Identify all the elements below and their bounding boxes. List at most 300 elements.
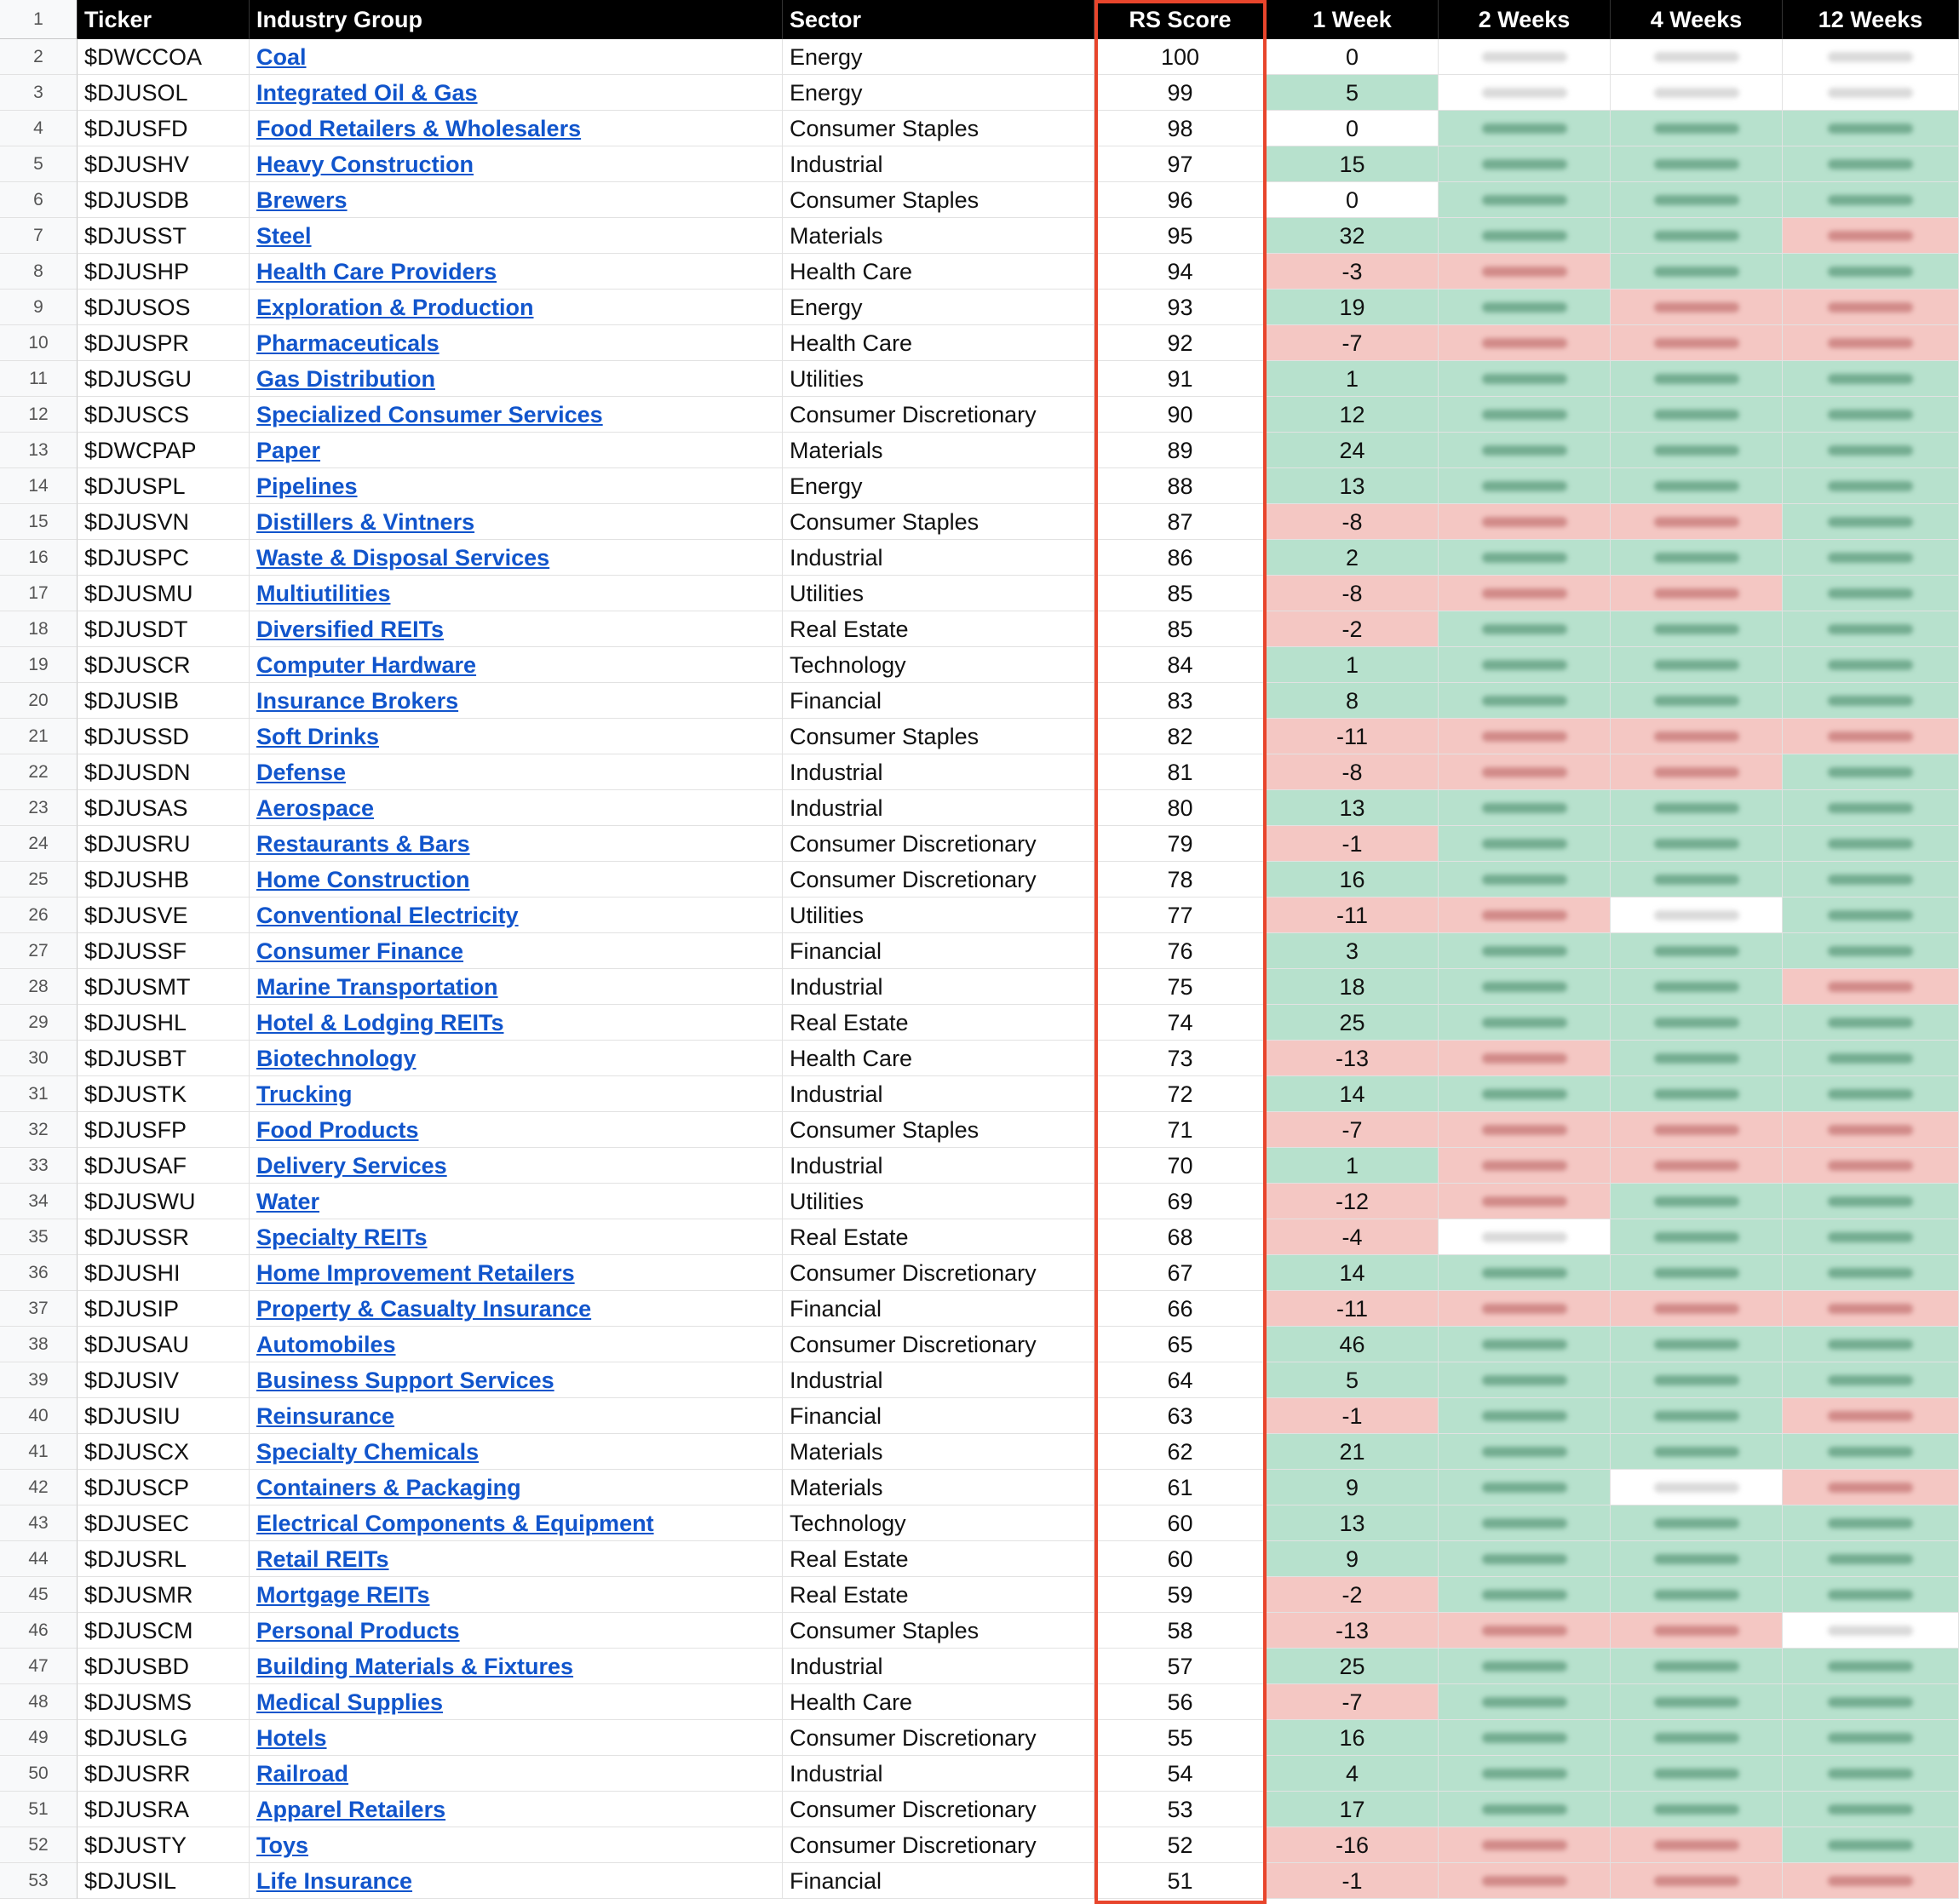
sector-cell[interactable]: Materials (783, 1470, 1094, 1505)
week1-change-cell[interactable]: -1 (1267, 826, 1439, 862)
sector-cell[interactable]: Industrial (783, 790, 1094, 826)
industry-group-link[interactable]: Specialty Chemicals (256, 1439, 480, 1465)
week4-change-cell[interactable] (1611, 647, 1783, 683)
week2-change-cell[interactable] (1439, 683, 1611, 719)
row-number[interactable]: 7 (0, 218, 78, 254)
industry-group-link[interactable]: Railroad (256, 1761, 349, 1786)
column-header-ticker[interactable]: Ticker (78, 0, 250, 39)
industry-group-link[interactable]: Automobiles (256, 1332, 396, 1357)
ticker-cell[interactable]: $DJUSIB (78, 683, 250, 719)
row-number[interactable]: 33 (0, 1148, 78, 1184)
week4-change-cell[interactable] (1611, 790, 1783, 826)
ticker-cell[interactable]: $DWCPAP (78, 433, 250, 468)
rs-score-cell[interactable]: 84 (1094, 647, 1267, 683)
week1-change-cell[interactable]: -12 (1267, 1184, 1439, 1219)
week4-change-cell[interactable] (1611, 862, 1783, 898)
ticker-cell[interactable]: $DJUSDT (78, 611, 250, 647)
week1-change-cell[interactable]: 16 (1267, 1720, 1439, 1756)
industry-group-cell[interactable] (250, 75, 783, 111)
ticker-cell[interactable]: $DJUSDB (78, 182, 250, 218)
industry-group-cell[interactable] (250, 325, 783, 361)
week1-change-cell[interactable]: 13 (1267, 1505, 1439, 1541)
ticker-cell[interactable]: $DJUSFD (78, 111, 250, 146)
rs-score-cell[interactable]: 97 (1094, 146, 1267, 182)
week4-change-cell[interactable] (1611, 75, 1783, 111)
week4-change-cell[interactable] (1611, 361, 1783, 397)
ticker-cell[interactable]: $DJUSMT (78, 969, 250, 1005)
industry-group-link[interactable]: Toys (256, 1832, 309, 1858)
week4-change-cell[interactable] (1611, 969, 1783, 1005)
industry-group-cell[interactable] (250, 1291, 783, 1327)
week2-change-cell[interactable] (1439, 39, 1611, 75)
sector-cell[interactable]: Consumer Discretionary (783, 1792, 1094, 1827)
ticker-cell[interactable]: $DJUSOS (78, 290, 250, 325)
week2-change-cell[interactable] (1439, 1362, 1611, 1398)
ticker-cell[interactable]: $DJUSAU (78, 1327, 250, 1362)
rs-score-cell[interactable]: 59 (1094, 1577, 1267, 1613)
sector-cell[interactable]: Industrial (783, 1362, 1094, 1398)
week12-change-cell[interactable] (1783, 218, 1959, 254)
row-number[interactable]: 34 (0, 1184, 78, 1219)
industry-group-cell[interactable] (250, 862, 783, 898)
sector-cell[interactable]: Industrial (783, 1148, 1094, 1184)
industry-group-link[interactable]: Home Construction (256, 867, 470, 892)
week4-change-cell[interactable] (1611, 1756, 1783, 1792)
week1-change-cell[interactable]: -11 (1267, 719, 1439, 754)
rs-score-cell[interactable]: 60 (1094, 1541, 1267, 1577)
row-number[interactable]: 9 (0, 290, 78, 325)
row-number[interactable]: 51 (0, 1792, 78, 1827)
row-number[interactable]: 40 (0, 1398, 78, 1434)
rs-score-cell[interactable]: 86 (1094, 540, 1267, 576)
week12-change-cell[interactable] (1783, 254, 1959, 290)
sector-cell[interactable]: Energy (783, 468, 1094, 504)
industry-group-cell[interactable] (250, 1434, 783, 1470)
industry-group-cell[interactable] (250, 1792, 783, 1827)
industry-group-link[interactable]: Health Care Providers (256, 259, 497, 284)
industry-group-cell[interactable] (250, 933, 783, 969)
industry-group-link[interactable]: Pharmaceuticals (256, 330, 439, 356)
week1-change-cell[interactable]: 14 (1267, 1255, 1439, 1291)
sector-cell[interactable]: Consumer Discretionary (783, 1720, 1094, 1756)
week2-change-cell[interactable] (1439, 1470, 1611, 1505)
ticker-cell[interactable]: $DJUSSF (78, 933, 250, 969)
industry-group-link[interactable]: Steel (256, 223, 312, 249)
week1-change-cell[interactable]: 16 (1267, 862, 1439, 898)
week2-change-cell[interactable] (1439, 933, 1611, 969)
industry-group-link[interactable]: Exploration & Production (256, 295, 534, 320)
week12-change-cell[interactable] (1783, 325, 1959, 361)
row-number[interactable]: 2 (0, 39, 78, 75)
row-number[interactable]: 27 (0, 933, 78, 969)
industry-group-cell[interactable] (250, 218, 783, 254)
industry-group-cell[interactable] (250, 1398, 783, 1434)
week1-change-cell[interactable]: 32 (1267, 218, 1439, 254)
week1-change-cell[interactable]: 1 (1267, 647, 1439, 683)
week2-change-cell[interactable] (1439, 1219, 1611, 1255)
industry-group-link[interactable]: Computer Hardware (256, 652, 477, 678)
row-number[interactable]: 10 (0, 325, 78, 361)
row-number[interactable]: 49 (0, 1720, 78, 1756)
week4-change-cell[interactable] (1611, 1112, 1783, 1148)
week2-change-cell[interactable] (1439, 826, 1611, 862)
week1-change-cell[interactable]: 4 (1267, 1756, 1439, 1792)
sector-cell[interactable]: Consumer Staples (783, 182, 1094, 218)
week2-change-cell[interactable] (1439, 1255, 1611, 1291)
industry-group-cell[interactable] (250, 1470, 783, 1505)
week12-change-cell[interactable] (1783, 1827, 1959, 1863)
rs-score-cell[interactable]: 62 (1094, 1434, 1267, 1470)
row-number[interactable]: 23 (0, 790, 78, 826)
rs-score-cell[interactable]: 87 (1094, 504, 1267, 540)
row-number[interactable]: 43 (0, 1505, 78, 1541)
row-number[interactable]: 26 (0, 898, 78, 933)
industry-group-cell[interactable] (250, 790, 783, 826)
rs-score-cell[interactable]: 94 (1094, 254, 1267, 290)
week2-change-cell[interactable] (1439, 146, 1611, 182)
sector-cell[interactable]: Technology (783, 1505, 1094, 1541)
row-number[interactable]: 37 (0, 1291, 78, 1327)
week12-change-cell[interactable] (1783, 1684, 1959, 1720)
industry-group-link[interactable]: Soft Drinks (256, 724, 380, 749)
sector-cell[interactable]: Industrial (783, 146, 1094, 182)
week4-change-cell[interactable] (1611, 1434, 1783, 1470)
week12-change-cell[interactable] (1783, 1541, 1959, 1577)
week12-change-cell[interactable] (1783, 1792, 1959, 1827)
ticker-cell[interactable]: $DJUSTY (78, 1827, 250, 1863)
week2-change-cell[interactable] (1439, 397, 1611, 433)
week1-change-cell[interactable]: -2 (1267, 1577, 1439, 1613)
week2-change-cell[interactable] (1439, 254, 1611, 290)
week4-change-cell[interactable] (1611, 1613, 1783, 1649)
industry-group-cell[interactable] (250, 290, 783, 325)
week1-change-cell[interactable]: 1 (1267, 1148, 1439, 1184)
week4-change-cell[interactable] (1611, 1291, 1783, 1327)
industry-group-link[interactable]: Food Retailers & Wholesalers (256, 116, 582, 141)
ticker-cell[interactable]: $DJUSIV (78, 1362, 250, 1398)
row-number[interactable]: 15 (0, 504, 78, 540)
week4-change-cell[interactable] (1611, 1720, 1783, 1756)
week4-change-cell[interactable] (1611, 218, 1783, 254)
week4-change-cell[interactable] (1611, 1219, 1783, 1255)
week2-change-cell[interactable] (1439, 325, 1611, 361)
sector-cell[interactable]: Consumer Discretionary (783, 862, 1094, 898)
week1-change-cell[interactable]: 8 (1267, 683, 1439, 719)
week12-change-cell[interactable] (1783, 1327, 1959, 1362)
row-number[interactable]: 24 (0, 826, 78, 862)
industry-group-cell[interactable] (250, 1541, 783, 1577)
week12-change-cell[interactable] (1783, 397, 1959, 433)
row-number[interactable]: 48 (0, 1684, 78, 1720)
industry-group-cell[interactable] (250, 361, 783, 397)
industry-group-cell[interactable] (250, 504, 783, 540)
week4-change-cell[interactable] (1611, 933, 1783, 969)
ticker-cell[interactable]: $DJUSHI (78, 1255, 250, 1291)
industry-group-cell[interactable] (250, 1041, 783, 1076)
week4-change-cell[interactable] (1611, 1005, 1783, 1041)
industry-group-cell[interactable] (250, 647, 783, 683)
industry-group-cell[interactable] (250, 111, 783, 146)
sector-cell[interactable]: Industrial (783, 1649, 1094, 1684)
row-number[interactable]: 5 (0, 146, 78, 182)
week4-change-cell[interactable] (1611, 683, 1783, 719)
week1-change-cell[interactable]: -1 (1267, 1398, 1439, 1434)
week1-change-cell[interactable]: 18 (1267, 969, 1439, 1005)
ticker-cell[interactable]: $DJUSCM (78, 1613, 250, 1649)
week12-change-cell[interactable] (1783, 468, 1959, 504)
ticker-cell[interactable]: $DJUSAS (78, 790, 250, 826)
industry-group-link[interactable]: Diversified REITs (256, 617, 445, 642)
sector-cell[interactable]: Industrial (783, 540, 1094, 576)
industry-group-link[interactable]: Medical Supplies (256, 1689, 444, 1715)
week1-change-cell[interactable]: 14 (1267, 1076, 1439, 1112)
ticker-cell[interactable]: $DJUSHP (78, 254, 250, 290)
week4-change-cell[interactable] (1611, 1148, 1783, 1184)
ticker-cell[interactable]: $DJUSMR (78, 1577, 250, 1613)
week12-change-cell[interactable] (1783, 1863, 1959, 1899)
rs-score-cell[interactable]: 83 (1094, 683, 1267, 719)
row-number[interactable]: 4 (0, 111, 78, 146)
rs-score-cell[interactable]: 82 (1094, 719, 1267, 754)
column-header-rs-score[interactable]: RS Score (1094, 0, 1267, 39)
week1-change-cell[interactable]: 9 (1267, 1470, 1439, 1505)
rs-score-cell[interactable]: 81 (1094, 754, 1267, 790)
week2-change-cell[interactable] (1439, 182, 1611, 218)
industry-group-link[interactable]: Retail REITs (256, 1546, 389, 1572)
sector-cell[interactable]: Financial (783, 1398, 1094, 1434)
sector-cell[interactable]: Health Care (783, 1041, 1094, 1076)
week12-change-cell[interactable] (1783, 862, 1959, 898)
industry-group-cell[interactable] (250, 1684, 783, 1720)
week1-change-cell[interactable]: 19 (1267, 290, 1439, 325)
week4-change-cell[interactable] (1611, 111, 1783, 146)
industry-group-link[interactable]: Waste & Disposal Services (256, 545, 550, 571)
week4-change-cell[interactable] (1611, 433, 1783, 468)
column-header-12-weeks[interactable]: 12 Weeks (1783, 0, 1959, 39)
industry-group-link[interactable]: Apparel Retailers (256, 1797, 446, 1822)
week12-change-cell[interactable] (1783, 576, 1959, 611)
week4-change-cell[interactable] (1611, 290, 1783, 325)
rs-score-cell[interactable]: 85 (1094, 611, 1267, 647)
week2-change-cell[interactable] (1439, 504, 1611, 540)
rs-score-cell[interactable]: 57 (1094, 1649, 1267, 1684)
column-header-2-weeks[interactable]: 2 Weeks (1439, 0, 1611, 39)
ticker-cell[interactable]: $DJUSHB (78, 862, 250, 898)
ticker-cell[interactable]: $DJUSPL (78, 468, 250, 504)
week4-change-cell[interactable] (1611, 576, 1783, 611)
week12-change-cell[interactable] (1783, 1076, 1959, 1112)
week1-change-cell[interactable]: 3 (1267, 933, 1439, 969)
rs-score-cell[interactable]: 99 (1094, 75, 1267, 111)
week4-change-cell[interactable] (1611, 1684, 1783, 1720)
sector-cell[interactable]: Consumer Staples (783, 719, 1094, 754)
week12-change-cell[interactable] (1783, 433, 1959, 468)
week2-change-cell[interactable] (1439, 1112, 1611, 1148)
sector-cell[interactable]: Materials (783, 218, 1094, 254)
ticker-cell[interactable]: $DJUSVN (78, 504, 250, 540)
industry-group-cell[interactable] (250, 611, 783, 647)
industry-group-cell[interactable] (250, 540, 783, 576)
week2-change-cell[interactable] (1439, 1649, 1611, 1684)
ticker-cell[interactable]: $DJUSRR (78, 1756, 250, 1792)
industry-group-link[interactable]: Home Improvement Retailers (256, 1260, 575, 1286)
row-number[interactable]: 41 (0, 1434, 78, 1470)
sector-cell[interactable]: Consumer Discretionary (783, 826, 1094, 862)
week1-change-cell[interactable]: -13 (1267, 1613, 1439, 1649)
week12-change-cell[interactable] (1783, 504, 1959, 540)
industry-group-cell[interactable] (250, 1613, 783, 1649)
week2-change-cell[interactable] (1439, 111, 1611, 146)
industry-group-link[interactable]: Multiutilities (256, 581, 391, 606)
week1-change-cell[interactable]: -11 (1267, 898, 1439, 933)
week2-change-cell[interactable] (1439, 719, 1611, 754)
row-number[interactable]: 44 (0, 1541, 78, 1577)
week1-change-cell[interactable]: -1 (1267, 1863, 1439, 1899)
week1-change-cell[interactable]: 13 (1267, 468, 1439, 504)
week2-change-cell[interactable] (1439, 218, 1611, 254)
row-number[interactable]: 38 (0, 1327, 78, 1362)
rs-score-cell[interactable]: 88 (1094, 468, 1267, 504)
rs-score-cell[interactable]: 68 (1094, 1219, 1267, 1255)
week12-change-cell[interactable] (1783, 1398, 1959, 1434)
industry-group-link[interactable]: Restaurants & Bars (256, 831, 470, 857)
week2-change-cell[interactable] (1439, 1434, 1611, 1470)
week1-change-cell[interactable]: -3 (1267, 254, 1439, 290)
ticker-cell[interactable]: $DJUSMU (78, 576, 250, 611)
week4-change-cell[interactable] (1611, 254, 1783, 290)
row-number[interactable]: 12 (0, 397, 78, 433)
rs-score-cell[interactable]: 95 (1094, 218, 1267, 254)
sector-cell[interactable]: Industrial (783, 1756, 1094, 1792)
sector-cell[interactable]: Real Estate (783, 1541, 1094, 1577)
week1-change-cell[interactable]: -2 (1267, 611, 1439, 647)
ticker-cell[interactable]: $DJUSPR (78, 325, 250, 361)
week1-change-cell[interactable]: 5 (1267, 75, 1439, 111)
week12-change-cell[interactable] (1783, 146, 1959, 182)
sector-cell[interactable]: Energy (783, 75, 1094, 111)
week4-change-cell[interactable] (1611, 719, 1783, 754)
week2-change-cell[interactable] (1439, 1505, 1611, 1541)
sector-cell[interactable]: Health Care (783, 254, 1094, 290)
week2-change-cell[interactable] (1439, 1327, 1611, 1362)
rs-score-cell[interactable]: 53 (1094, 1792, 1267, 1827)
sector-cell[interactable]: Utilities (783, 576, 1094, 611)
sector-cell[interactable]: Industrial (783, 1076, 1094, 1112)
row-number[interactable]: 50 (0, 1756, 78, 1792)
rs-score-cell[interactable]: 98 (1094, 111, 1267, 146)
week4-change-cell[interactable] (1611, 540, 1783, 576)
industry-group-cell[interactable] (250, 898, 783, 933)
sector-cell[interactable]: Materials (783, 1434, 1094, 1470)
week1-change-cell[interactable]: -8 (1267, 576, 1439, 611)
row-number[interactable]: 21 (0, 719, 78, 754)
row-number[interactable]: 20 (0, 683, 78, 719)
rs-score-cell[interactable]: 70 (1094, 1148, 1267, 1184)
industry-group-link[interactable]: Hotel & Lodging REITs (256, 1010, 504, 1035)
week12-change-cell[interactable] (1783, 1255, 1959, 1291)
column-header-sector[interactable]: Sector (783, 0, 1094, 39)
rs-score-cell[interactable]: 90 (1094, 397, 1267, 433)
industry-group-cell[interactable] (250, 969, 783, 1005)
week1-change-cell[interactable]: -13 (1267, 1041, 1439, 1076)
industry-group-cell[interactable] (250, 254, 783, 290)
week1-change-cell[interactable]: 21 (1267, 1434, 1439, 1470)
row-number[interactable]: 11 (0, 361, 78, 397)
week1-change-cell[interactable]: -8 (1267, 504, 1439, 540)
industry-group-link[interactable]: Pipelines (256, 473, 358, 499)
week2-change-cell[interactable] (1439, 647, 1611, 683)
week1-change-cell[interactable]: -7 (1267, 1112, 1439, 1148)
ticker-cell[interactable]: $DJUSBD (78, 1649, 250, 1684)
industry-group-cell[interactable] (250, 754, 783, 790)
industry-group-link[interactable]: Marine Transportation (256, 974, 498, 1000)
industry-group-link[interactable]: Integrated Oil & Gas (256, 80, 478, 106)
week1-change-cell[interactable]: -4 (1267, 1219, 1439, 1255)
industry-group-link[interactable]: Food Products (256, 1117, 419, 1143)
week1-change-cell[interactable]: 25 (1267, 1649, 1439, 1684)
week4-change-cell[interactable] (1611, 1649, 1783, 1684)
row-number[interactable]: 3 (0, 75, 78, 111)
rs-score-cell[interactable]: 55 (1094, 1720, 1267, 1756)
row-number[interactable]: 35 (0, 1219, 78, 1255)
industry-group-cell[interactable] (250, 1112, 783, 1148)
ticker-cell[interactable]: $DJUSHL (78, 1005, 250, 1041)
rs-score-cell[interactable]: 91 (1094, 361, 1267, 397)
industry-group-link[interactable]: Insurance Brokers (256, 688, 459, 714)
sector-cell[interactable]: Utilities (783, 898, 1094, 933)
week2-change-cell[interactable] (1439, 1792, 1611, 1827)
ticker-cell[interactable]: $DJUSCX (78, 1434, 250, 1470)
week2-change-cell[interactable] (1439, 1076, 1611, 1112)
row-number[interactable]: 31 (0, 1076, 78, 1112)
industry-group-cell[interactable] (250, 39, 783, 75)
week12-change-cell[interactable] (1783, 826, 1959, 862)
row-number[interactable]: 53 (0, 1863, 78, 1899)
row-number[interactable]: 13 (0, 433, 78, 468)
rs-score-cell[interactable]: 60 (1094, 1505, 1267, 1541)
ticker-cell[interactable]: $DJUSLG (78, 1720, 250, 1756)
week12-change-cell[interactable] (1783, 1005, 1959, 1041)
industry-group-link[interactable]: Trucking (256, 1081, 353, 1107)
rs-score-cell[interactable]: 66 (1094, 1291, 1267, 1327)
sector-cell[interactable]: Financial (783, 933, 1094, 969)
week12-change-cell[interactable] (1783, 1184, 1959, 1219)
week1-change-cell[interactable]: -8 (1267, 754, 1439, 790)
week2-change-cell[interactable] (1439, 611, 1611, 647)
row-number[interactable]: 45 (0, 1577, 78, 1613)
ticker-cell[interactable]: $DJUSGU (78, 361, 250, 397)
sector-cell[interactable]: Real Estate (783, 1577, 1094, 1613)
industry-group-link[interactable]: Brewers (256, 187, 348, 213)
row-number[interactable]: 18 (0, 611, 78, 647)
week2-change-cell[interactable] (1439, 898, 1611, 933)
row-number[interactable]: 8 (0, 254, 78, 290)
rs-score-cell[interactable]: 77 (1094, 898, 1267, 933)
row-number[interactable]: 47 (0, 1649, 78, 1684)
rs-score-cell[interactable]: 75 (1094, 969, 1267, 1005)
week4-change-cell[interactable] (1611, 39, 1783, 75)
row-number[interactable]: 14 (0, 468, 78, 504)
rs-score-cell[interactable]: 76 (1094, 933, 1267, 969)
ticker-cell[interactable]: $DJUSOL (78, 75, 250, 111)
sector-cell[interactable]: Consumer Discretionary (783, 1827, 1094, 1863)
rs-score-cell[interactable]: 63 (1094, 1398, 1267, 1434)
week2-change-cell[interactable] (1439, 1613, 1611, 1649)
sector-cell[interactable]: Real Estate (783, 611, 1094, 647)
rs-score-cell[interactable]: 74 (1094, 1005, 1267, 1041)
industry-group-cell[interactable] (250, 1219, 783, 1255)
sector-cell[interactable]: Industrial (783, 969, 1094, 1005)
